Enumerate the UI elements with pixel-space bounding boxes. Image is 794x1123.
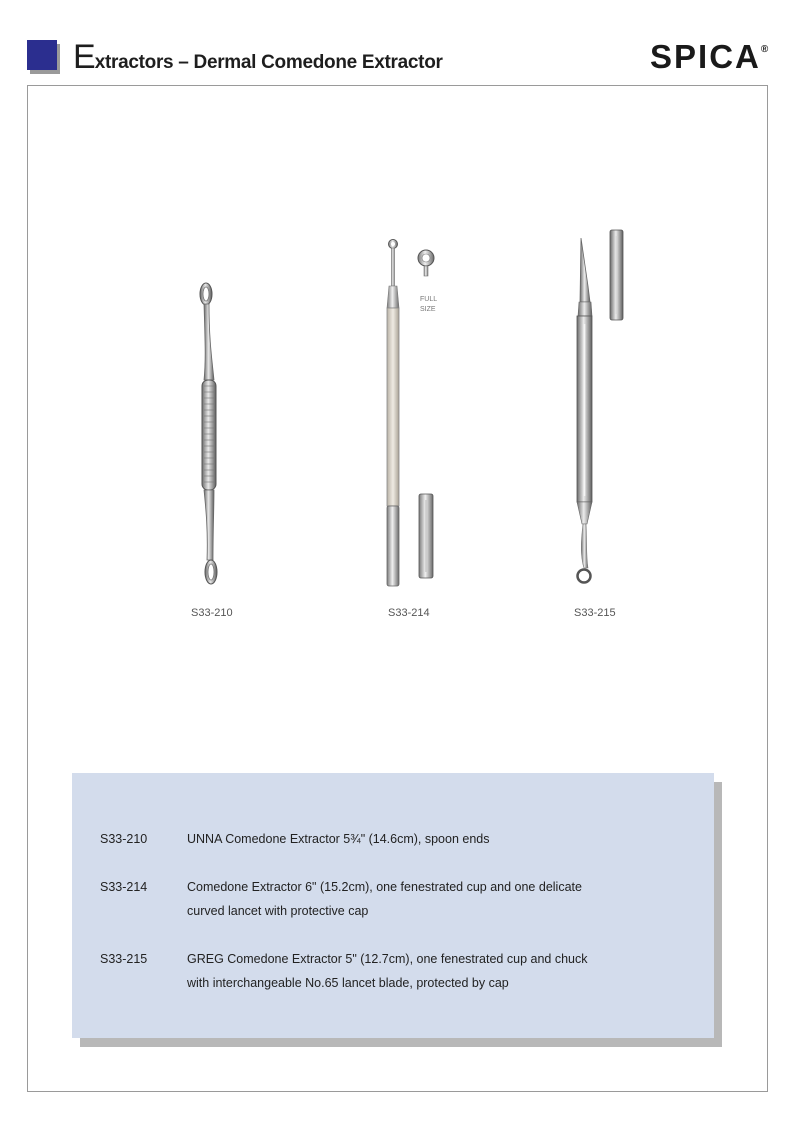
title-rest: xtractors – Dermal Comedone Extractor [94,52,443,73]
description-line2: with interchangeable No.65 lancet blade, protected by cap [187,976,509,990]
figure-code-s33-215: S33-215 [574,607,616,619]
description-text [187,875,687,923]
page-title [73,38,443,77]
brand-logo [650,38,768,76]
lancet-blade-extractor-icon [568,228,632,588]
description-code: S33-214 [100,880,148,894]
description-text [187,827,687,851]
full-size-note-line2: SIZE [420,306,436,313]
description-line1: GREG Comedone Extractor 5" (12.7cm), one fenestrated cup and chuck [187,952,588,966]
description-code: S33-215 [100,952,148,966]
description-line1: UNNA Comedone Extractor 5¾" (14.6cm), spoon ends [187,832,490,846]
description-line2: curved lancet with protective cap [187,904,369,918]
description-text [187,947,687,995]
full-size-note [420,295,437,315]
header-square [27,40,57,70]
description-panel [72,773,714,1038]
brand-name: SPICA [650,38,761,75]
full-size-note-line1: FULL [420,296,438,303]
figure-code-s33-214: S33-214 [388,607,430,619]
figure-code-s33-210: S33-210 [191,607,233,619]
brand-mark: ® [760,44,769,55]
double-spoon-extractor-icon [192,280,232,592]
title-initial: E [73,38,95,76]
description-line1: Comedone Extractor 6" (15.2cm), one fenestrated cup and one delicate [187,880,582,894]
description-code: S33-210 [100,832,148,846]
cup-lancet-extractor-icon [378,236,448,592]
